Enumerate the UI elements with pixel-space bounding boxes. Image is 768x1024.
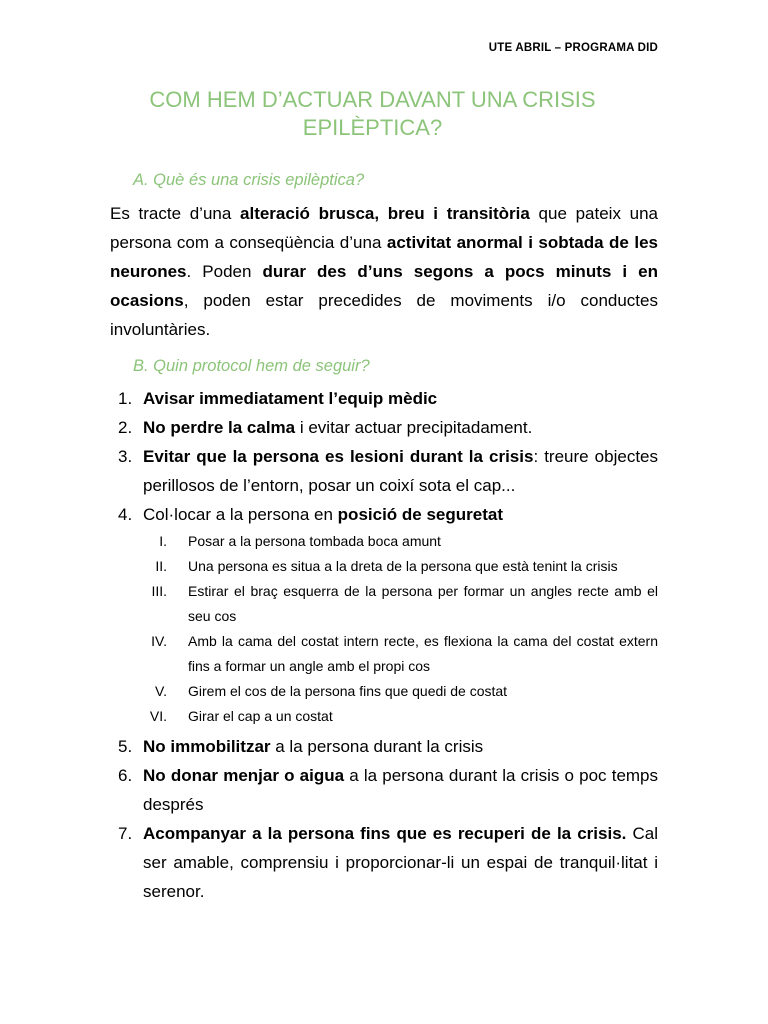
section-b-heading: B. Quin protocol hem de seguir? (133, 357, 370, 375)
protocol-item-5 (110, 732, 658, 761)
item-bold-text: Acompanyar a la persona fins que es recuperi de la crisis. (143, 824, 627, 843)
section-a-heading: A. Què és una crisis epilèptica? (133, 171, 365, 189)
page-title (80, 86, 665, 142)
protocol-list (110, 384, 658, 906)
roman-number: III. (151, 583, 167, 599)
intro-bold: durar des d’uns segons a pocs minuts i en ocasions (110, 262, 658, 310)
item-text: : treure objectes perillosos de l’entorn, posar un coixí sota el cap... (143, 447, 658, 495)
intro-paragraph (110, 199, 658, 344)
item-number: 4. (118, 505, 133, 524)
intro-text: que pateix una persona com a conseqüència d’una (110, 204, 659, 252)
roman-number: II. (155, 558, 167, 574)
intro-text: Es tracte d’una (110, 204, 241, 223)
sub-item-3 (110, 579, 658, 629)
item-bold-text: Avisar immediatament l’equip mèdic (143, 389, 438, 408)
item-text: a la persona durant la crisis (270, 737, 484, 756)
intro-text: , poden estar precedides de moviments i/o conductes involuntàries. (110, 291, 658, 339)
sub-item-1 (110, 529, 658, 554)
item-text: i evitar actuar precipitadament. (295, 418, 533, 437)
protocol-item-4 (110, 500, 658, 529)
roman-number: V. (155, 683, 167, 699)
item-number: 5. (118, 737, 133, 756)
item-bold-text: posició de seguretat (337, 505, 503, 524)
sub-item-2 (110, 554, 658, 579)
sub-item-5 (110, 679, 658, 704)
intro-bold: activitat anormal i sobtada de les neurones (110, 233, 658, 281)
protocol-item-2 (110, 413, 658, 442)
sub-item-text: Estirar el braç esquerra de la persona per formar un angles recte amb el seu cos (188, 583, 658, 624)
roman-number: VI. (149, 708, 167, 724)
item-bold-text: No donar menjar o aigua (143, 766, 345, 785)
title-line-1: COM HEM D’ACTUAR DAVANT UNA CRISIS (149, 87, 596, 112)
intro-text: . Poden (186, 262, 263, 281)
item-text: Cal ser amable, comprensiu i proporcionar-li un espai de tranquil·litat i serenor. (143, 824, 659, 901)
protocol-item-7 (110, 819, 658, 906)
item-number: 2. (118, 418, 133, 437)
sub-item-text: Girar el cap a un costat (188, 708, 333, 724)
item-bold-text: Evitar que la persona es lesioni durant la crisis (143, 447, 534, 466)
roman-number: IV. (151, 633, 167, 649)
roman-number: I. (159, 533, 167, 549)
sub-item-text: Girem el cos de la persona fins que quedi de costat (188, 683, 508, 699)
protocol-item-3 (110, 442, 658, 500)
sub-item-text: Amb la cama del costat intern recte, es flexiona la cama del costat extern fins a formar un angle amb el propi cos (188, 633, 658, 674)
protocol-item-6 (110, 761, 658, 819)
sub-item-text: Una persona es situa a la dreta de la persona que està tenint la crisis (188, 558, 618, 574)
sub-item-4 (110, 629, 658, 679)
intro-bold: alteració brusca, breu i transitòria (240, 204, 530, 223)
item-number: 6. (118, 766, 133, 785)
item-number: 1. (118, 389, 133, 408)
sub-item-text: Posar a la persona tombada boca amunt (188, 533, 441, 549)
recovery-position-steps (110, 529, 658, 729)
item-number: 7. (118, 824, 133, 843)
item-text: Col·locar a la persona en (143, 505, 338, 524)
protocol-item-1 (110, 384, 658, 413)
title-line-2: EPILÈPTICA? (302, 115, 443, 140)
item-number: 3. (118, 447, 133, 466)
item-bold-text: No immobilitzar (143, 737, 271, 756)
sub-item-6 (110, 704, 658, 729)
item-text: a la persona durant la crisis o poc temps després (143, 766, 659, 814)
item-bold-text: No perdre la calma (143, 418, 296, 437)
page-header: UTE ABRIL – PROGRAMA DID (488, 42, 658, 54)
